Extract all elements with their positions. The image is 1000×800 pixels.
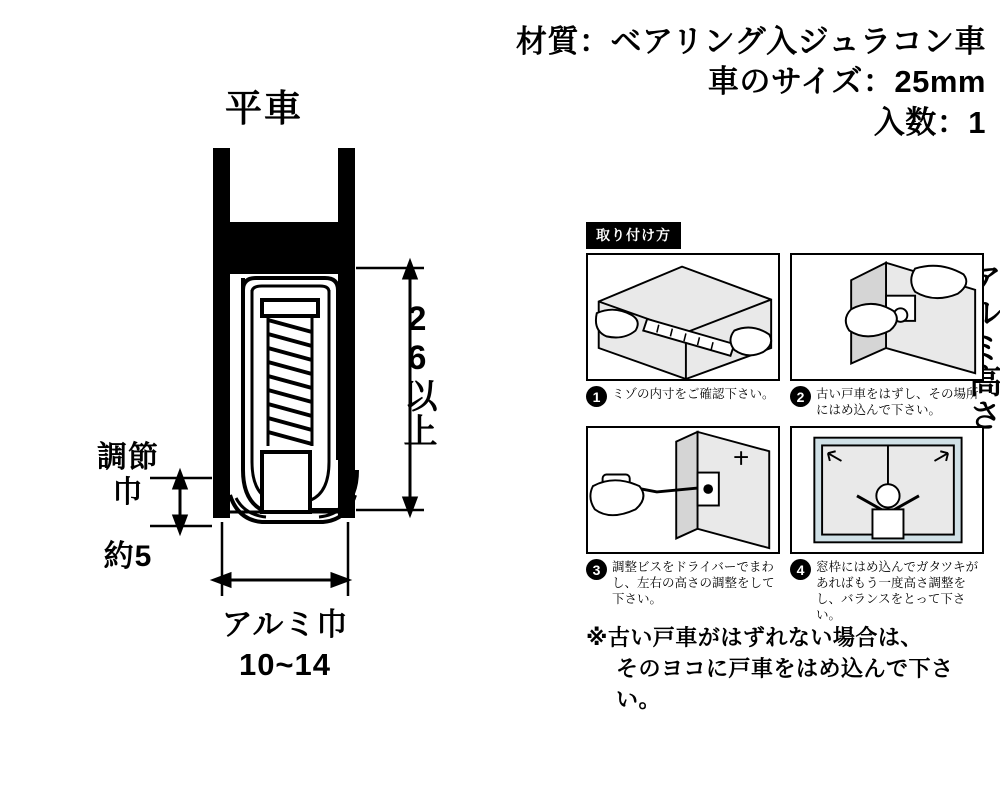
install-panel	[586, 222, 986, 623]
spec-material: 材質：ベアリング入ジュラコン車	[515, 24, 986, 59]
install-step-4	[790, 426, 986, 623]
spec-quantity: 入数：1	[873, 104, 986, 140]
dimension-width	[214, 522, 348, 596]
diagram-title: 平車	[225, 88, 303, 129]
step-number: 1	[586, 386, 607, 407]
screwdriver-adjust-icon	[586, 426, 780, 554]
width-label: アルミ巾	[221, 607, 349, 642]
note-line-1: ※古い戸車がはずれない場合は、	[586, 625, 923, 650]
step-text: 調整ビスをドライバーでまわし、左右の高さの調整をして下さい。	[612, 560, 775, 606]
insert-roller-icon	[790, 253, 984, 381]
step-text: 古い戸車をはずし、その場所にはめ込んで下さい。	[816, 387, 979, 417]
spec-block	[516, 22, 986, 143]
install-step-3	[586, 426, 782, 623]
step-text: 窓枠にはめ込んでガタツキがあればもう一度高さ調整をし、バランスをとって下さい。	[816, 560, 979, 622]
step-number: 4	[790, 559, 811, 580]
adjust-value: 約5	[103, 540, 153, 573]
adjust-screw	[262, 452, 310, 512]
step-number: 2	[790, 386, 811, 407]
adjust-label: 調節巾	[97, 441, 159, 510]
install-step-2	[790, 253, 986, 418]
step-text: ミゾの内寸をご確認下さい。	[612, 387, 775, 401]
spring-coil	[268, 318, 312, 446]
height-value: 26以上	[398, 300, 436, 448]
step-number: 3	[586, 559, 607, 580]
install-step-1	[586, 253, 782, 418]
note-line-2: そのヨコに戸車をはめ込んで下さい。	[616, 656, 954, 713]
install-note	[586, 622, 996, 716]
width-value: 10~14	[238, 647, 332, 682]
spec-wheel-size: 車のサイズ：25mm	[707, 64, 986, 100]
install-header: 取り付け方	[586, 222, 681, 249]
measuring-groove-icon	[586, 253, 780, 381]
fit-window-icon	[790, 426, 984, 554]
